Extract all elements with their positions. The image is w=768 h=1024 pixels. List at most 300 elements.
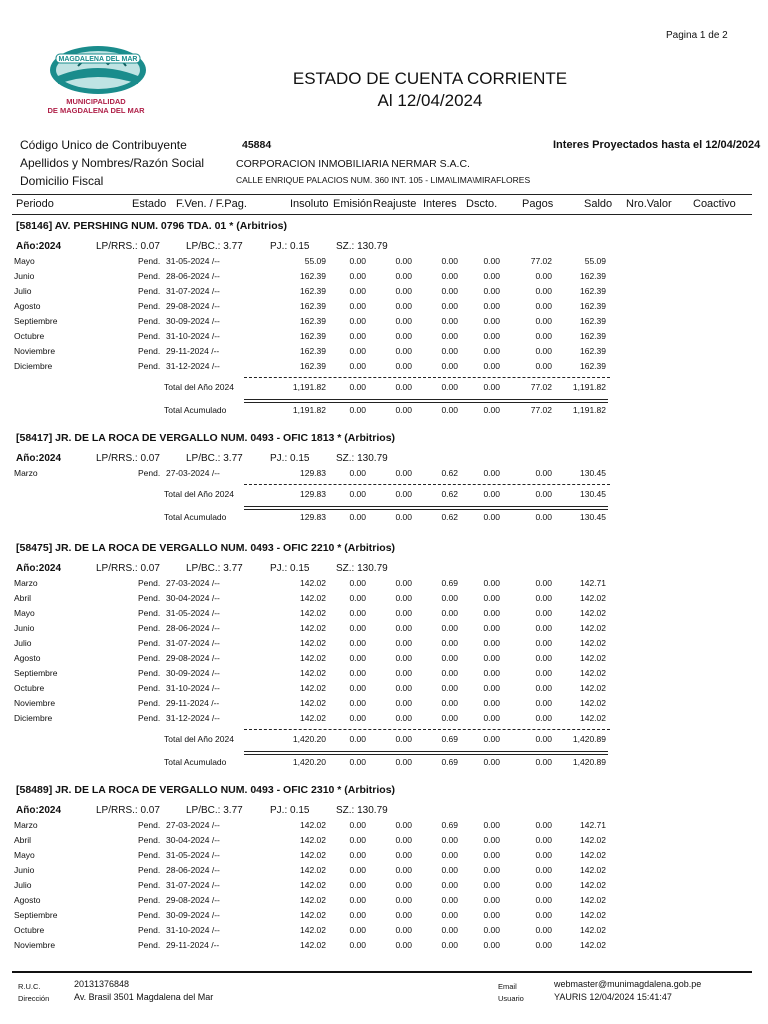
cell-dsc: 0.00 bbox=[483, 820, 500, 830]
cell-rea: 0.00 bbox=[395, 638, 412, 648]
ruc-label: R.U.C. bbox=[18, 982, 41, 991]
pj-value: PJ.: 0.15 bbox=[270, 453, 310, 464]
cell-int: 0.00 bbox=[441, 256, 458, 266]
cell-dsc: 0.00 bbox=[483, 850, 500, 860]
cell-rea: 0.00 bbox=[395, 925, 412, 935]
cell-pag: 0.00 bbox=[535, 653, 552, 663]
cell-sal: 162.39 bbox=[580, 316, 606, 326]
sz-value: SZ.: 130.79 bbox=[336, 805, 388, 816]
lp-rrs: LP/RRS.: 0.07 bbox=[96, 453, 160, 464]
cell-ins: 142.02 bbox=[300, 820, 326, 830]
cell-emi: 0.00 bbox=[349, 668, 366, 678]
col-interes: Interes bbox=[423, 198, 457, 210]
status: Pend. bbox=[138, 331, 161, 341]
status: Pend. bbox=[138, 895, 161, 905]
due-date: 31-07-2024 /-- bbox=[166, 638, 220, 648]
cell-ins: 55.09 bbox=[304, 256, 326, 266]
due-date: 31-10-2024 /-- bbox=[166, 925, 220, 935]
period-month: Agosto bbox=[14, 895, 41, 905]
table-row bbox=[0, 346, 768, 360]
acc-total-dsc: 0.00 bbox=[483, 405, 500, 415]
year-total-label: Total del Año 2024 bbox=[164, 734, 234, 744]
period-month: Noviembre bbox=[14, 346, 56, 356]
status: Pend. bbox=[138, 286, 161, 296]
due-date: 31-05-2024 /-- bbox=[166, 850, 220, 860]
status: Pend. bbox=[138, 820, 161, 830]
status: Pend. bbox=[138, 865, 161, 875]
cell-int: 0.00 bbox=[441, 668, 458, 678]
cell-rea: 0.00 bbox=[395, 850, 412, 860]
cell-emi: 0.00 bbox=[349, 880, 366, 890]
cell-sal: 142.02 bbox=[580, 850, 606, 860]
cell-pag: 0.00 bbox=[535, 698, 552, 708]
table-row bbox=[0, 880, 768, 894]
table-row bbox=[0, 653, 768, 667]
accumulated-total-row bbox=[0, 405, 768, 419]
due-date: 28-06-2024 /-- bbox=[166, 271, 220, 281]
due-date: 30-04-2024 /-- bbox=[166, 593, 220, 603]
cell-sal: 162.39 bbox=[580, 346, 606, 356]
table-row bbox=[0, 593, 768, 607]
acc-total-int: 0.69 bbox=[441, 757, 458, 767]
table-row bbox=[0, 271, 768, 285]
status: Pend. bbox=[138, 910, 161, 920]
status: Pend. bbox=[138, 880, 161, 890]
cell-rea: 0.00 bbox=[395, 361, 412, 371]
year-total-int: 0.62 bbox=[441, 489, 458, 499]
cell-rea: 0.00 bbox=[395, 623, 412, 633]
section-title: [58146] AV. PERSHING NUM. 0796 TDA. 01 * (Arbitrios) bbox=[16, 220, 287, 232]
cell-dsc: 0.00 bbox=[483, 316, 500, 326]
cell-pag: 0.00 bbox=[535, 271, 552, 281]
col-insoluto: Insoluto bbox=[290, 198, 329, 210]
code-label: Código Unico de Contribuyente bbox=[20, 138, 187, 152]
cell-ins: 142.02 bbox=[300, 623, 326, 633]
col-estado: Estado bbox=[132, 198, 167, 210]
total-double-rule bbox=[244, 506, 608, 510]
cell-pag: 0.00 bbox=[535, 286, 552, 296]
acc-total-sal: 1,191.82 bbox=[572, 405, 606, 415]
cell-pag: 0.00 bbox=[535, 835, 552, 845]
period-month: Agosto bbox=[14, 301, 41, 311]
email-label: Email bbox=[498, 982, 517, 991]
cell-rea: 0.00 bbox=[395, 865, 412, 875]
col-emision: Emisión bbox=[333, 198, 373, 210]
year-total-row bbox=[0, 734, 768, 748]
cell-int: 0.00 bbox=[441, 925, 458, 935]
period-month: Junio bbox=[14, 623, 35, 633]
document-title bbox=[240, 68, 620, 112]
acc-total-dsc: 0.00 bbox=[483, 757, 500, 767]
status: Pend. bbox=[138, 925, 161, 935]
cell-sal: 162.39 bbox=[580, 286, 606, 296]
acc-total-emi: 0.00 bbox=[349, 512, 366, 522]
logo-line-2: DE MAGDALENA DEL MAR bbox=[47, 106, 145, 115]
cell-int: 0.00 bbox=[441, 331, 458, 341]
lp-bc: LP/BC.: 3.77 bbox=[186, 563, 243, 574]
table-row bbox=[0, 623, 768, 637]
year-total-row bbox=[0, 489, 768, 503]
period-month: Octubre bbox=[14, 683, 45, 693]
acc-total-pag: 0.00 bbox=[535, 512, 552, 522]
cell-emi: 0.00 bbox=[349, 698, 366, 708]
status: Pend. bbox=[138, 668, 161, 678]
due-date: 28-06-2024 /-- bbox=[166, 865, 220, 875]
table-row bbox=[0, 256, 768, 270]
acc-total-rea: 0.00 bbox=[395, 405, 412, 415]
cell-ins: 129.83 bbox=[300, 468, 326, 478]
cell-dsc: 0.00 bbox=[483, 301, 500, 311]
cell-rea: 0.00 bbox=[395, 271, 412, 281]
cell-ins: 162.39 bbox=[300, 316, 326, 326]
cell-int: 0.00 bbox=[441, 271, 458, 281]
cell-pag: 0.00 bbox=[535, 468, 552, 478]
cell-emi: 0.00 bbox=[349, 653, 366, 663]
ruc-value: 20131376848 bbox=[74, 979, 130, 989]
accumulated-total-label: Total Acumulado bbox=[164, 757, 227, 767]
status: Pend. bbox=[138, 653, 161, 663]
cell-emi: 0.00 bbox=[349, 820, 366, 830]
cell-rea: 0.00 bbox=[395, 653, 412, 663]
due-date: 28-06-2024 /-- bbox=[166, 623, 220, 633]
cell-dsc: 0.00 bbox=[483, 835, 500, 845]
name-value: CORPORACION INMOBILIARIA NERMAR S.A.C. bbox=[236, 158, 470, 170]
cell-pag: 0.00 bbox=[535, 895, 552, 905]
col-periodo: Periodo bbox=[16, 198, 54, 210]
logo-line-1: MUNICIPALIDAD bbox=[66, 97, 126, 106]
col-fven: F.Ven. / F.Pag. bbox=[176, 198, 247, 210]
period-month: Julio bbox=[14, 880, 32, 890]
section-title: [58489] JR. DE LA ROCA DE VERGALLO NUM. 0493 - OFIC 2310 * (Arbitrios) bbox=[16, 784, 396, 796]
year-total-emi: 0.00 bbox=[349, 382, 366, 392]
year-total-label: Total del Año 2024 bbox=[164, 489, 234, 499]
period-month: Junio bbox=[14, 865, 35, 875]
table-row bbox=[0, 850, 768, 864]
cell-dsc: 0.00 bbox=[483, 361, 500, 371]
due-date: 31-10-2024 /-- bbox=[166, 683, 220, 693]
total-double-rule bbox=[244, 751, 608, 755]
cell-rea: 0.00 bbox=[395, 940, 412, 950]
cell-pag: 0.00 bbox=[535, 880, 552, 890]
cell-emi: 0.00 bbox=[349, 301, 366, 311]
acc-total-ins: 1,420.20 bbox=[292, 757, 326, 767]
status: Pend. bbox=[138, 316, 161, 326]
cell-pag: 0.00 bbox=[535, 940, 552, 950]
address-label: Domicilio Fiscal bbox=[20, 174, 104, 188]
cell-dsc: 0.00 bbox=[483, 271, 500, 281]
cell-sal: 55.09 bbox=[584, 256, 606, 266]
cell-ins: 142.02 bbox=[300, 638, 326, 648]
section-title: [58475] JR. DE LA ROCA DE VERGALLO NUM. 0493 - OFIC 2210 * (Arbitrios) bbox=[16, 542, 396, 554]
cell-dsc: 0.00 bbox=[483, 286, 500, 296]
status: Pend. bbox=[138, 698, 161, 708]
due-date: 27-03-2024 /-- bbox=[166, 578, 220, 588]
cell-rea: 0.00 bbox=[395, 683, 412, 693]
status: Pend. bbox=[138, 683, 161, 693]
cell-ins: 142.02 bbox=[300, 850, 326, 860]
col-dscto: Dscto. bbox=[466, 198, 498, 210]
cell-int: 0.00 bbox=[441, 593, 458, 603]
cell-pag: 0.00 bbox=[535, 593, 552, 603]
lp-bc: LP/BC.: 3.77 bbox=[186, 241, 243, 252]
cell-sal: 142.02 bbox=[580, 668, 606, 678]
cell-dsc: 0.00 bbox=[483, 940, 500, 950]
cell-sal: 162.39 bbox=[580, 361, 606, 371]
cell-pag: 0.00 bbox=[535, 713, 552, 723]
due-date: 29-11-2024 /-- bbox=[166, 698, 220, 708]
col-reajuste: Reajuste bbox=[373, 198, 417, 210]
period-month: Junio bbox=[14, 271, 35, 281]
cell-sal: 142.02 bbox=[580, 638, 606, 648]
status: Pend. bbox=[138, 835, 161, 845]
period-month: Septiembre bbox=[14, 316, 58, 326]
cell-sal: 142.02 bbox=[580, 698, 606, 708]
year-total-emi: 0.00 bbox=[349, 489, 366, 499]
cell-int: 0.69 bbox=[441, 578, 458, 588]
cell-int: 0.00 bbox=[441, 865, 458, 875]
period-month: Abril bbox=[14, 593, 32, 603]
table-row bbox=[0, 638, 768, 652]
due-date: 29-08-2024 /-- bbox=[166, 653, 220, 663]
table-row bbox=[0, 608, 768, 622]
cell-ins: 162.39 bbox=[300, 286, 326, 296]
address-footer-label: Dirección bbox=[18, 994, 50, 1003]
year-total-rea: 0.00 bbox=[395, 382, 412, 392]
year-total-sal: 1,191.82 bbox=[572, 382, 606, 392]
cell-ins: 142.02 bbox=[300, 578, 326, 588]
status: Pend. bbox=[138, 468, 161, 478]
table-row bbox=[0, 835, 768, 849]
accumulated-total-row bbox=[0, 512, 768, 526]
title-line: ESTADO DE CUENTA CORRIENTE bbox=[292, 69, 568, 88]
year-label: Año:2024 bbox=[16, 453, 62, 464]
cell-dsc: 0.00 bbox=[483, 468, 500, 478]
due-date: 30-04-2024 /-- bbox=[166, 835, 220, 845]
cell-ins: 162.39 bbox=[300, 301, 326, 311]
cell-int: 0.00 bbox=[441, 835, 458, 845]
cell-sal: 142.02 bbox=[580, 895, 606, 905]
status: Pend. bbox=[138, 940, 161, 950]
header-bottom-rule bbox=[12, 214, 752, 215]
cell-emi: 0.00 bbox=[349, 331, 366, 341]
cell-int: 0.00 bbox=[441, 683, 458, 693]
due-date: 29-08-2024 /-- bbox=[166, 895, 220, 905]
col-coactivo: Coactivo bbox=[693, 198, 736, 210]
cell-pag: 0.00 bbox=[535, 301, 552, 311]
year-total-int: 0.00 bbox=[441, 382, 458, 392]
cell-ins: 162.39 bbox=[300, 346, 326, 356]
status: Pend. bbox=[138, 578, 161, 588]
cell-ins: 142.02 bbox=[300, 910, 326, 920]
status: Pend. bbox=[138, 346, 161, 356]
col-nrovalor: Nro.Valor bbox=[626, 198, 672, 210]
cell-dsc: 0.00 bbox=[483, 653, 500, 663]
footer-rule bbox=[12, 971, 752, 973]
cell-ins: 142.02 bbox=[300, 608, 326, 618]
cell-rea: 0.00 bbox=[395, 578, 412, 588]
cell-dsc: 0.00 bbox=[483, 910, 500, 920]
cell-emi: 0.00 bbox=[349, 623, 366, 633]
pj-value: PJ.: 0.15 bbox=[270, 241, 310, 252]
lp-rrs: LP/RRS.: 0.07 bbox=[96, 805, 160, 816]
due-date: 31-10-2024 /-- bbox=[166, 331, 220, 341]
period-month: Mayo bbox=[14, 608, 35, 618]
due-date: 31-07-2024 /-- bbox=[166, 880, 220, 890]
cell-sal: 142.02 bbox=[580, 835, 606, 845]
cell-sal: 142.02 bbox=[580, 910, 606, 920]
table-row bbox=[0, 331, 768, 345]
cell-rea: 0.00 bbox=[395, 608, 412, 618]
cell-ins: 142.02 bbox=[300, 653, 326, 663]
cell-dsc: 0.00 bbox=[483, 925, 500, 935]
cell-pag: 77.02 bbox=[530, 256, 552, 266]
pj-value: PJ.: 0.15 bbox=[270, 805, 310, 816]
date-line: Al 12/04/2024 bbox=[377, 91, 483, 110]
period-month: Abril bbox=[14, 835, 32, 845]
accumulated-total-row bbox=[0, 757, 768, 771]
table-row bbox=[0, 925, 768, 939]
cell-emi: 0.00 bbox=[349, 608, 366, 618]
cell-int: 0.00 bbox=[441, 316, 458, 326]
cell-pag: 0.00 bbox=[535, 361, 552, 371]
period-month: Mayo bbox=[14, 256, 35, 266]
cell-ins: 142.02 bbox=[300, 835, 326, 845]
table-row bbox=[0, 940, 768, 954]
year-total-pag: 77.02 bbox=[530, 382, 552, 392]
cell-rea: 0.00 bbox=[395, 880, 412, 890]
cell-emi: 0.00 bbox=[349, 593, 366, 603]
section-title: [58417] JR. DE LA ROCA DE VERGALLO NUM. 0493 - OFIC 1813 * (Arbitrios) bbox=[16, 432, 396, 444]
year-total-dsc: 0.00 bbox=[483, 489, 500, 499]
year-total-ins: 1,191.82 bbox=[292, 382, 326, 392]
cell-sal: 142.02 bbox=[580, 623, 606, 633]
cell-sal: 142.02 bbox=[580, 940, 606, 950]
table-row bbox=[0, 578, 768, 592]
cell-emi: 0.00 bbox=[349, 468, 366, 478]
acc-total-sal: 130.45 bbox=[580, 512, 606, 522]
due-date: 31-12-2024 /-- bbox=[166, 713, 220, 723]
cell-rea: 0.00 bbox=[395, 910, 412, 920]
cell-int: 0.00 bbox=[441, 940, 458, 950]
due-date: 29-08-2024 /-- bbox=[166, 301, 220, 311]
cell-dsc: 0.00 bbox=[483, 895, 500, 905]
col-saldo: Saldo bbox=[584, 198, 613, 210]
sz-value: SZ.: 130.79 bbox=[336, 241, 388, 252]
cell-rea: 0.00 bbox=[395, 698, 412, 708]
table-row bbox=[0, 713, 768, 727]
cell-ins: 142.02 bbox=[300, 925, 326, 935]
cell-pag: 0.00 bbox=[535, 316, 552, 326]
acc-total-emi: 0.00 bbox=[349, 405, 366, 415]
cell-emi: 0.00 bbox=[349, 286, 366, 296]
cell-int: 0.00 bbox=[441, 346, 458, 356]
acc-total-rea: 0.00 bbox=[395, 757, 412, 767]
cell-emi: 0.00 bbox=[349, 683, 366, 693]
subtotal-dash-rule bbox=[244, 729, 610, 730]
period-month: Noviembre bbox=[14, 698, 56, 708]
status: Pend. bbox=[138, 361, 161, 371]
cell-dsc: 0.00 bbox=[483, 683, 500, 693]
user-label: Usuario bbox=[498, 994, 524, 1003]
cell-sal: 130.45 bbox=[580, 468, 606, 478]
cell-rea: 0.00 bbox=[395, 820, 412, 830]
cell-int: 0.00 bbox=[441, 698, 458, 708]
due-date: 27-03-2024 /-- bbox=[166, 820, 220, 830]
cell-sal: 162.39 bbox=[580, 301, 606, 311]
lp-rrs: LP/RRS.: 0.07 bbox=[96, 563, 160, 574]
year-total-label: Total del Año 2024 bbox=[164, 382, 234, 392]
acc-total-ins: 1,191.82 bbox=[292, 405, 326, 415]
cell-int: 0.62 bbox=[441, 468, 458, 478]
status: Pend. bbox=[138, 623, 161, 633]
period-month: Julio bbox=[14, 638, 32, 648]
cell-pag: 0.00 bbox=[535, 820, 552, 830]
pj-value: PJ.: 0.15 bbox=[270, 563, 310, 574]
cell-pag: 0.00 bbox=[535, 668, 552, 678]
cell-ins: 142.02 bbox=[300, 713, 326, 723]
table-row bbox=[0, 301, 768, 315]
cell-emi: 0.00 bbox=[349, 638, 366, 648]
period-month: Marzo bbox=[14, 820, 38, 830]
col-pagos: Pagos bbox=[522, 198, 554, 210]
cell-ins: 162.39 bbox=[300, 271, 326, 281]
table-row bbox=[0, 820, 768, 834]
cell-pag: 0.00 bbox=[535, 331, 552, 341]
cell-sal: 142.02 bbox=[580, 593, 606, 603]
subtotal-dash-rule bbox=[244, 377, 610, 378]
cell-int: 0.00 bbox=[441, 301, 458, 311]
cell-int: 0.00 bbox=[441, 653, 458, 663]
sz-value: SZ.: 130.79 bbox=[336, 453, 388, 464]
year-label: Año:2024 bbox=[16, 563, 62, 574]
cell-dsc: 0.00 bbox=[483, 346, 500, 356]
cell-rea: 0.00 bbox=[395, 468, 412, 478]
year-total-dsc: 0.00 bbox=[483, 734, 500, 744]
status: Pend. bbox=[138, 256, 161, 266]
cell-ins: 142.02 bbox=[300, 895, 326, 905]
cell-rea: 0.00 bbox=[395, 256, 412, 266]
cell-pag: 0.00 bbox=[535, 608, 552, 618]
cell-sal: 162.39 bbox=[580, 271, 606, 281]
year-total-dsc: 0.00 bbox=[483, 382, 500, 392]
cell-rea: 0.00 bbox=[395, 835, 412, 845]
year-total-rea: 0.00 bbox=[395, 734, 412, 744]
due-date: 27-03-2024 /-- bbox=[166, 468, 220, 478]
acc-total-dsc: 0.00 bbox=[483, 512, 500, 522]
cell-int: 0.69 bbox=[441, 820, 458, 830]
cell-sal: 142.02 bbox=[580, 865, 606, 875]
lp-bc: LP/BC.: 3.77 bbox=[186, 805, 243, 816]
header-top-rule bbox=[12, 194, 752, 195]
due-date: 29-11-2024 /-- bbox=[166, 940, 220, 950]
cell-pag: 0.00 bbox=[535, 910, 552, 920]
year-total-pag: 0.00 bbox=[535, 489, 552, 499]
status: Pend. bbox=[138, 713, 161, 723]
acc-total-emi: 0.00 bbox=[349, 757, 366, 767]
status: Pend. bbox=[138, 271, 161, 281]
address-value: CALLE ENRIQUE PALACIOS NUM. 360 INT. 105 - LIMA\LIMA\MIRAFLORES bbox=[236, 175, 531, 185]
table-row bbox=[0, 683, 768, 697]
cell-emi: 0.00 bbox=[349, 346, 366, 356]
table-row bbox=[0, 865, 768, 879]
cell-pag: 0.00 bbox=[535, 683, 552, 693]
due-date: 31-05-2024 /-- bbox=[166, 256, 220, 266]
address-footer-value: Av. Brasil 3501 Magdalena del Mar bbox=[74, 992, 214, 1002]
due-date: 30-09-2024 /-- bbox=[166, 316, 220, 326]
name-label: Apellidos y Nombres/Razón Social bbox=[20, 156, 205, 170]
cell-emi: 0.00 bbox=[349, 271, 366, 281]
due-date: 31-07-2024 /-- bbox=[166, 286, 220, 296]
